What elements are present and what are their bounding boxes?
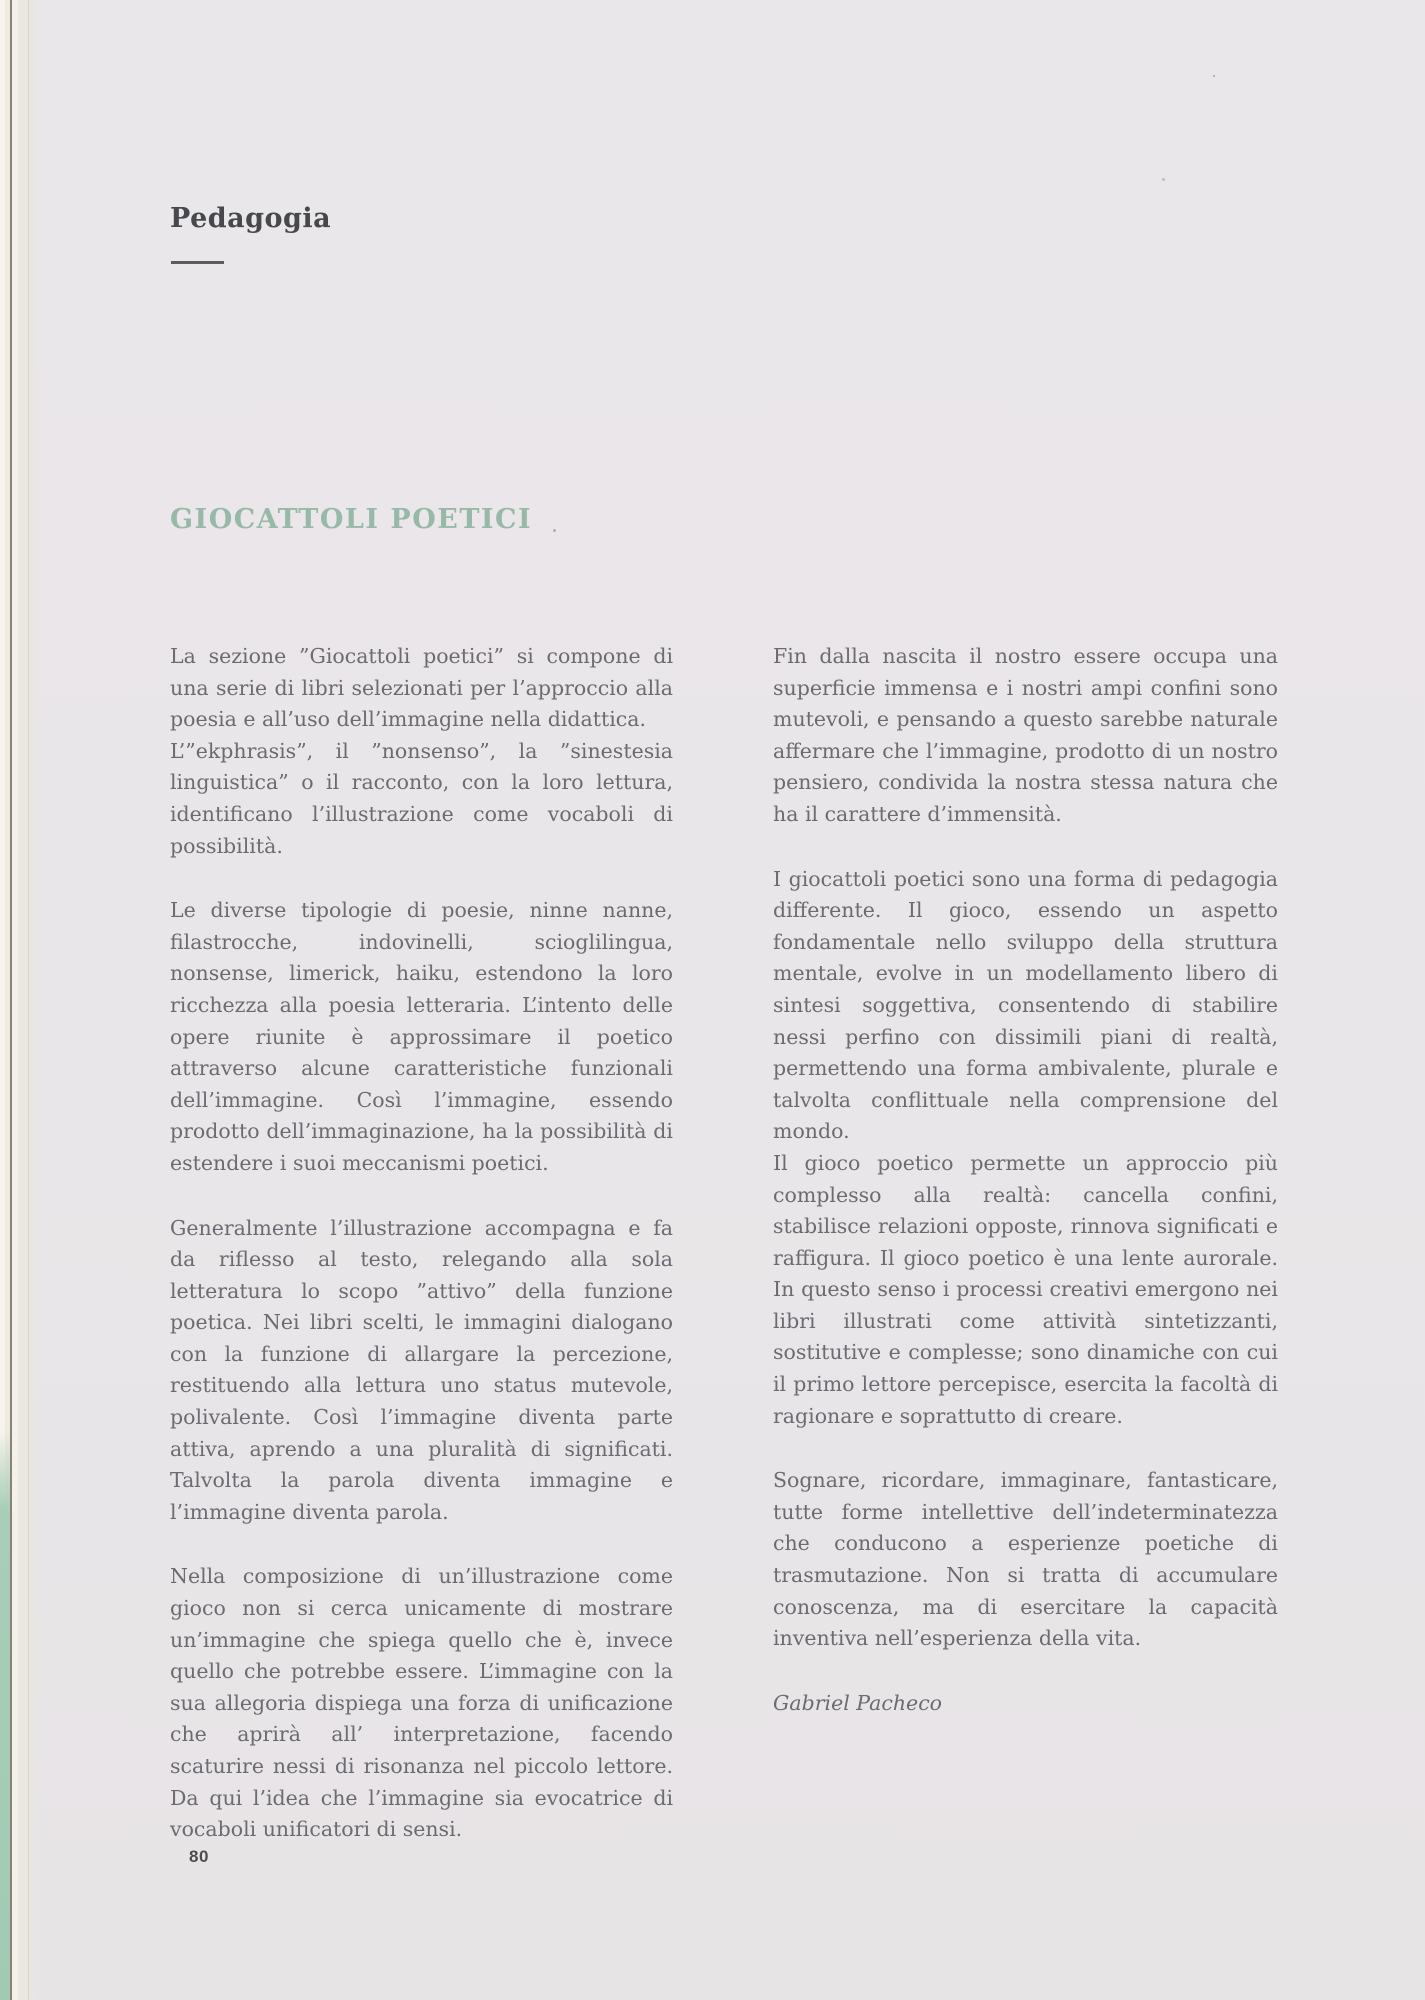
paragraph: La sezione ”Giocattoli poetici” si compone di una serie di libri selezionati per l’approccio alla poesia e all’uso dell’immagine nella didattica. [170,644,673,732]
paragraph: Le diverse tipologie di poesie, ninne nanne, filastrocche, indovinelli, scioglilingua, nonsense, limerick, haiku, estendono la loro ricchezza alla poesia letteraria. L’intento delle opere riunite è approssimare il poetico attraverso alcune caratteristiche funzionali dell’immagine. Così l’immagine, essendo prodotto dell’immaginazione, ha la possibilità di estendere i suoi meccanismi poetici. [170,898,673,1175]
page-edge-green-cover [0,1430,10,2000]
paragraph-group [170,1561,673,1845]
category-label: Pedagogia [170,203,332,234]
section-title: GIOCATTOLI POETICI [170,504,533,535]
paragraph: Il gioco poetico permette un approccio più complesso alla realtà: cancella confini, stabilisce relazioni opposte, rinnova significati e raffigura. Il gioco poetico è una lente aurorale. In questo senso i processi creativi emergono nei libri illustrati come attività sintetizzanti, sostitutive e complesse; sono dinamiche con cui il primo lettore percepisce, esercita la facoltà di ragionare e soprattutto di creare. [773,1150,1278,1428]
left-column [170,641,673,1879]
author-signature: Gabriel Pacheco [773,1690,943,1715]
paragraph: Nella composizione di un’illustrazione come gioco non si cerca unicamente di mostrare un’immagine che spiega quello che è, invece quello che potrebbe essere. L’immagine con la sua allegoria dispiega una forza di unificazione che aprirà all’ interpretazione, facendo scaturire nessi di risonanza nel piccolo lettore. Da qui l’idea che l’immagine sia evocatrice di vocaboli unificatori di sensi. [170,1564,673,1842]
paragraph: Generalmente l’illustrazione accompagna e fa da riflesso al testo, relegando alla sola letteratura lo scopo ”attivo” della funzione poetica. Nei libri scelti, le immagini dialogano con la funzione di allargare la percezione, restituendo alla lettura uno status mutevole, polivalente. Così l’immagine diventa parte attiva, aprendo a una pluralità di significati. Talvolta la parola diventa immagine e l’immagine diventa parola. [170,1215,673,1524]
book-page-edges [0,0,42,2000]
paragraph-group [773,864,1278,1433]
paragraph-group [170,895,673,1179]
paragraph-group [170,1213,673,1529]
page-edge-fade [29,0,42,2000]
paper-speck [553,529,556,532]
paragraph-group [170,641,673,862]
paragraph-group [773,1465,1278,1655]
paper-speck [1213,75,1215,77]
paragraph-group [773,641,1278,831]
paragraph: I giocattoli poetici sono una forma di pedagogia differente. Il gioco, essendo un aspetto fondamentale nello sviluppo della struttura mentale, evolve in un modellamento libero di sintesi soggettiva, consentendo di stabilire nessi perfino con dissimili piani di realtà, permettendo una forma ambivalente, plurale e talvolta conflittuale nella comprensione del mondo. [773,866,1278,1144]
paragraph: Fin dalla nascita il nostro essere occupa una superficie immensa e i nostri ampi confini sono mutevoli, e pensando a questo sarebbe naturale affermare che l’immagine, prodotto di un nostro pensiero, condivida la nostra stessa natura che ha il carattere d’immensità. [773,644,1278,826]
paragraph: Sognare, ricordare, immaginare, fantasticare, tutte forme intellettive dell’indeterminatezza che conducono a esperienze poetiche di trasmutazione. Non si tratta di accumulare conoscenza, ma di esercitare la capacità inventiva nell’esperienza della vita. [773,1468,1278,1651]
paper-speck [1162,178,1165,181]
page-number: 80 [189,1847,209,1866]
body-text [170,641,1278,1879]
category-underline-rule [171,261,224,264]
right-column [773,641,1278,1879]
column-gutter [673,641,773,1879]
page-edge-strip [18,0,28,2000]
paragraph: L’”ekphrasis”, il ”nonsenso”, la ”sinestesia linguistica” o il racconto, con la loro lettura, identificano l’illustrazione come vocaboli di possibilità. [170,738,673,858]
